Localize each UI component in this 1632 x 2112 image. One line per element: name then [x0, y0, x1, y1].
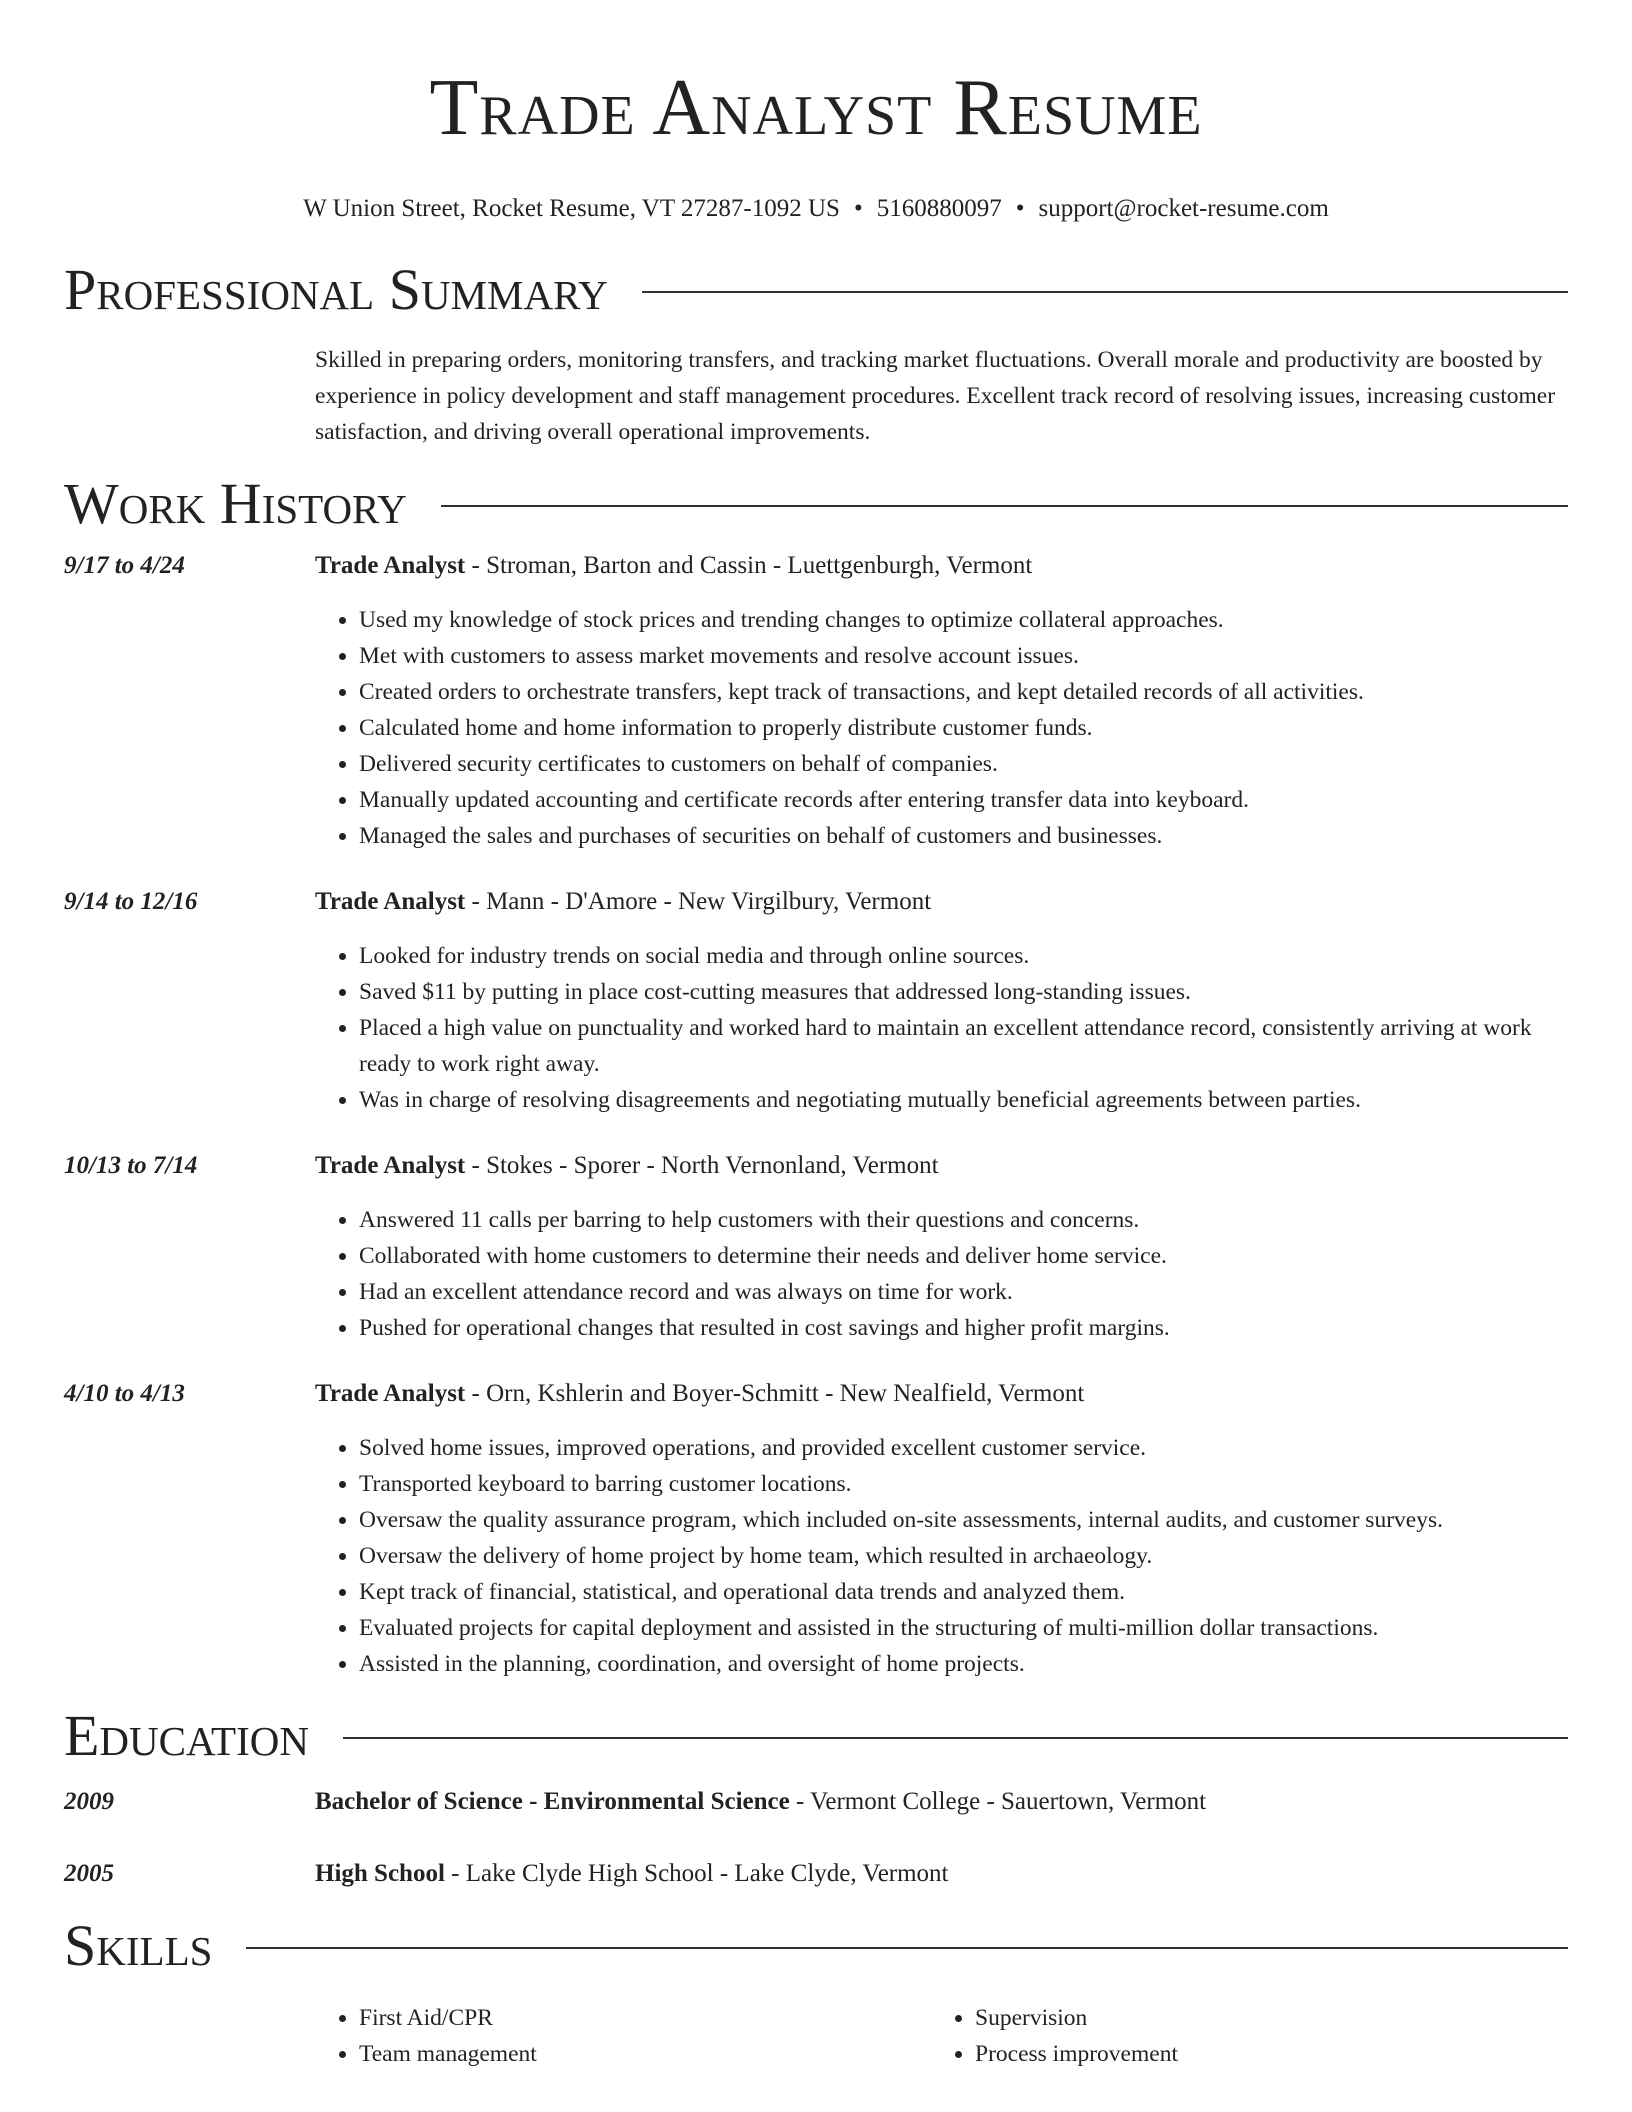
list-item: • Managed the sales and purchases of securities on behalf of customers and businesses.: [359, 818, 1568, 854]
education-details: - Vermont College - Sauertown, Vermont: [789, 1788, 1207, 1815]
section-divider: [642, 291, 1568, 293]
list-item: • Solved home issues, improved operations, and provided excellent customer service.: [359, 1430, 1568, 1466]
job-bullets: [315, 938, 1568, 1118]
job-entry: [64, 884, 1568, 1118]
skill-item: • Process improvement: [975, 2036, 1547, 2072]
education-heading: Education: [64, 1703, 309, 1768]
list-item: • Met with customers to assess market movements and resolve account issues.: [359, 638, 1568, 674]
skills-column-left: [315, 2000, 931, 2072]
education-entry: [64, 1784, 1568, 1820]
list-item: • Was in charge of resolving disagreements and negotiating mutually beneficial agreements between parties.: [359, 1082, 1568, 1118]
job-details: - Stroman, Barton and Cassin - Luettgenburgh, Vermont: [465, 552, 1033, 579]
list-item: • Calculated home and home information to properly distribute customer funds.: [359, 710, 1568, 746]
list-item: • Answered 11 calls per barring to help customers with their questions and concerns.: [359, 1202, 1568, 1238]
list-item: • Manually updated accounting and certificate records after entering transfer data into keyboard.: [359, 782, 1568, 818]
job-dates: 10/13 to 7/14: [64, 1152, 198, 1179]
education-year: 2009: [64, 1788, 114, 1815]
skills-heading: Skills: [64, 1913, 213, 1978]
skills-list: [64, 2000, 1568, 2072]
job-dates: 4/10 to 4/13: [64, 1380, 185, 1407]
contact-line: [64, 194, 1568, 224]
list-item: • Kept track of financial, statistical, and operational data trends and analyzed them.: [359, 1574, 1568, 1610]
job-dates: 9/17 to 4/24: [64, 552, 185, 579]
list-item: • Created orders to orchestrate transfers, kept track of transactions, and kept detailed records of all activities.: [359, 674, 1568, 710]
contact-phone: 5160880097: [876, 195, 1002, 222]
contact-separator: •: [853, 195, 863, 222]
list-item: • Looked for industry trends on social media and through online sources.: [359, 938, 1568, 974]
section-divider: [246, 1947, 1568, 1949]
contact-email[interactable]: support@rocket-resume.com: [1038, 195, 1329, 222]
skills-column-right: [931, 2000, 1547, 2072]
contact-address: W Union Street, Rocket Resume, VT 27287-1092 US: [303, 195, 840, 222]
job-bullets: [315, 1430, 1568, 1682]
job-details: - Mann - D'Amore - New Virgilbury, Vermont: [465, 888, 932, 915]
skill-item: • Supervision: [975, 2000, 1547, 2036]
work-section-header: [64, 472, 1568, 536]
job-entry: [64, 1148, 1568, 1346]
list-item: • Delivered security certificates to customers on behalf of companies.: [359, 746, 1568, 782]
list-item: • Transported keyboard to barring customer locations.: [359, 1466, 1568, 1502]
job-bullets: [315, 1202, 1568, 1346]
job-title: Trade Analyst: [315, 1380, 466, 1407]
job-entry: [64, 1376, 1568, 1682]
summary-text: Skilled in preparing orders, monitoring transfers, and tracking market fluctuations. Overall morale and productivity are boosted by experience in policy development and staff management procedures. Excellent track record of resolving issues, increasing customer satisfaction, and driving overall operational improvements.: [315, 347, 1556, 445]
job-title: Trade Analyst: [315, 888, 466, 915]
education-section-header: [64, 1704, 1568, 1768]
summary-section-header: [64, 258, 1568, 322]
education-degree: Bachelor of Science - Environmental Science: [315, 1788, 790, 1815]
list-item: • Oversaw the quality assurance program, which included on-site assessments, internal audits, and customer surveys.: [359, 1502, 1568, 1538]
section-divider: [343, 1737, 1568, 1739]
skill-item: • First Aid/CPR: [359, 2000, 931, 2036]
list-item: • Had an excellent attendance record and was always on time for work.: [359, 1274, 1568, 1310]
list-item: • Saved $11 by putting in place cost-cutting measures that addressed long-standing issues.: [359, 974, 1568, 1010]
summary-heading: Professional Summary: [64, 257, 608, 322]
work-history-list: [64, 548, 1568, 1682]
job-title: Trade Analyst: [315, 552, 466, 579]
skill-item: • Team management: [359, 2036, 931, 2072]
job-bullets: [315, 602, 1568, 854]
list-item: • Oversaw the delivery of home project by home team, which resulted in archaeology.: [359, 1538, 1568, 1574]
education-entry: [64, 1856, 1568, 1892]
contact-separator: •: [1015, 195, 1025, 222]
list-item: • Evaluated projects for capital deployment and assisted in the structuring of multi-million dollar transactions.: [359, 1610, 1568, 1646]
education-degree: High School: [315, 1860, 445, 1887]
education-year: 2005: [64, 1860, 114, 1887]
resume-title: Trade Analyst Resume: [429, 64, 1203, 152]
job-entry: [64, 548, 1568, 854]
section-divider: [441, 505, 1568, 507]
skills-section-header: [64, 1914, 1568, 1978]
list-item: • Placed a high value on punctuality and worked hard to maintain an excellent attendance record, consistently arriving at work ready to work right away.: [359, 1010, 1568, 1082]
work-heading: Work History: [64, 471, 407, 536]
list-item: • Assisted in the planning, coordination, and oversight of home projects.: [359, 1646, 1568, 1682]
education-details: - Lake Clyde High School - Lake Clyde, Vermont: [444, 1860, 949, 1887]
job-title: Trade Analyst: [315, 1152, 466, 1179]
job-details: - Orn, Kshlerin and Boyer-Schmitt - New Nealfield, Vermont: [465, 1380, 1085, 1407]
job-details: - Stokes - Sporer - North Vernonland, Vermont: [465, 1152, 939, 1179]
list-item: • Pushed for operational changes that resulted in cost savings and higher profit margins.: [359, 1310, 1568, 1346]
job-dates: 9/14 to 12/16: [64, 888, 198, 915]
list-item: • Collaborated with home customers to determine their needs and deliver home service.: [359, 1238, 1568, 1274]
list-item: • Used my knowledge of stock prices and trending changes to optimize collateral approaches.: [359, 602, 1568, 638]
